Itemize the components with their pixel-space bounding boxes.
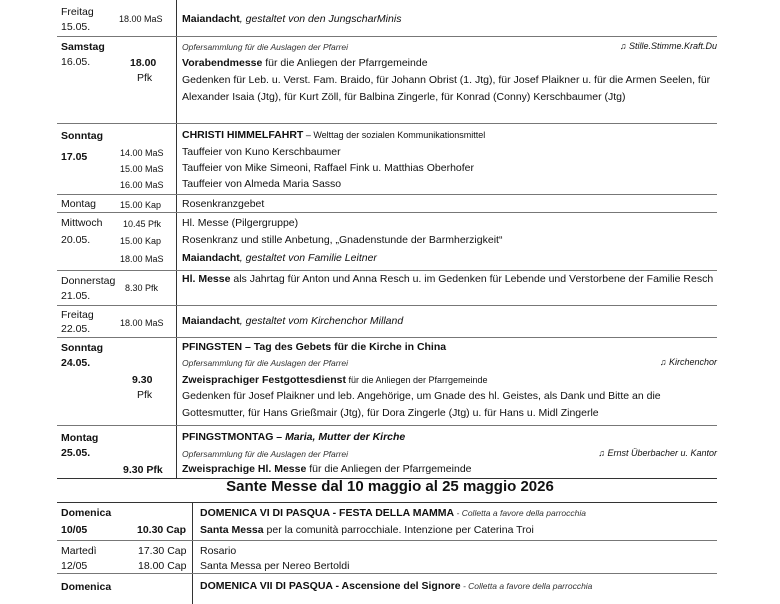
time-label: 18.00 MaS — [120, 318, 164, 328]
time-label: 10.45 Pfk — [123, 219, 162, 229]
italian-section-heading: Sante Messe dal 10 maggio al 25 maggio 2026 — [226, 478, 554, 495]
event-line: Hl. Messe (Pilgergruppe) — [182, 217, 299, 229]
event-title: Zweisprachige Hl. Messe für die Anliegen der Pfarrgemeinde — [182, 463, 472, 475]
time-label: 15.00 Kap — [120, 236, 162, 246]
schedule-row-fri-2205 — [57, 306, 717, 338]
time-label: 18.00 MaS — [119, 14, 163, 24]
time-label: 15.00 Kap — [120, 200, 162, 210]
time-label: 18.00 — [130, 57, 157, 69]
day-label: Donnerstag — [61, 275, 116, 287]
event-text: Santa Messa per la comunità parrocchiale. Intenzione per Caterina Troi — [200, 524, 534, 536]
place-label: Pfk — [137, 72, 153, 84]
offering-note: Opfersammlung für die Auslagen der Pfarrei — [182, 358, 348, 368]
event-title: PFINGSTMONTAG – Maria, Mutter der Kirche — [182, 431, 406, 443]
music-note: ♫ Kirchenchor — [659, 357, 717, 367]
memorial-text: Gedenken für Leb. u. Verst. Fam. Braido, für Johann Obrist (1. Jtg), für Josef Plaikner u. für die Armen Seelen, für Alexander Isaia (Jtg), für Kurt Zöll, für Balbina Zingerle, für Konrad (Conny) Kerschbaumer (Jtg) — [182, 74, 711, 103]
memorial-text: Gedenken für Josef Plaikner und leb. Angehörige, um Gnade des hl. Geistes, als Dank und Bitte an die Gottesmutter, für Hans Grießmair (Jtg), für Dora Zingerle (Jtg) u. für Hans u. Midl Zingerle — [182, 390, 661, 419]
time-label: 8.30 Pfk — [125, 283, 159, 293]
day-label: Domenica — [61, 581, 112, 593]
date-label: 15.05. — [61, 21, 91, 33]
time-label: 9.30 — [132, 374, 153, 386]
date-label: 22.05. — [61, 323, 91, 335]
date-label: 16.05. — [61, 56, 91, 68]
event-line: Rosario — [200, 545, 237, 557]
day-label: Domenica — [61, 507, 112, 519]
schedule-row-mar-1205 — [57, 541, 717, 574]
day-label: Montag — [61, 432, 99, 444]
date-label: 24.05. — [61, 357, 91, 369]
day-label: Freitag — [61, 6, 94, 18]
schedule-row-thu-2105 — [57, 271, 717, 306]
event-text: Maiandacht, gestaltet von den JungscharMinis — [182, 13, 402, 25]
date-label: 21.05. — [61, 290, 91, 302]
music-note: ♫ Ernst Überbacher u. Kantor — [598, 448, 717, 458]
time-label: 9.30 Pfk — [123, 464, 163, 476]
day-label: Sonntag — [61, 342, 103, 354]
date-label: 20.05. — [61, 234, 91, 246]
time-label: 10.30 Cap — [137, 524, 187, 536]
time-label: 14.00 MaS — [120, 148, 164, 158]
offering-note: Opfersammlung für die Auslagen der Pfarrei — [182, 449, 348, 459]
event-title: CHRISTI HIMMELFAHRT – Welttag der sozialen Kommunikationsmittel — [182, 129, 486, 141]
event-title: DOMENICA VI DI PASQUA - FESTA DELLA MAMMA - Colletta a favore della parrocchia — [200, 507, 586, 519]
event-title: DOMENICA VII DI PASQUA - Ascensione del Signore - Colletta a favore della parrocchia — [200, 580, 593, 592]
time-label: 18.00 MaS — [120, 254, 164, 264]
date-label: 25.05. — [61, 447, 91, 459]
event-line: Tauffeier von Almeda Maria Sasso — [182, 178, 342, 190]
event-line: Tauffeier von Mike Simeoni, Raffael Fink u. Matthias Oberhofer — [182, 162, 475, 174]
place-label: Pfk — [137, 389, 153, 401]
schedule-row-sun-1705 — [57, 124, 717, 195]
day-label: Freitag — [61, 309, 94, 321]
italian-schedule — [57, 502, 717, 604]
event-text: Maiandacht, gestaltet von Familie Leitner — [182, 252, 377, 264]
music-note: ♫ Stille.Stimme.Kraft.Du — [619, 41, 717, 51]
event-text: Maiandacht, gestaltet vom Kirchenchor Milland — [182, 315, 404, 327]
schedule-row-sun-2405 — [57, 338, 717, 426]
event-line: Rosenkranz und stille Anbetung, „Gnadenstunde der Barmherzigkeit“ — [182, 234, 503, 246]
day-label: Mittwoch — [61, 217, 103, 229]
event-title: Zweisprachiger Festgottesdienst für die Anliegen der Pfarrgemeinde — [182, 374, 488, 386]
date-label: 10/05 — [61, 524, 88, 536]
day-label: Montag — [61, 198, 97, 210]
day-label: Sonntag — [61, 130, 103, 142]
schedule-row-dom-1005 — [57, 503, 717, 541]
schedule-row-fri-1505 — [57, 0, 717, 37]
schedule-row-sat-1605 — [57, 37, 717, 124]
time-label: 16.00 MaS — [120, 180, 164, 190]
event-text: Rosenkranzgebet — [182, 198, 265, 210]
schedule-row-mon — [57, 195, 717, 213]
time-label: 17.30 Cap — [138, 545, 187, 557]
day-label: Samstag — [61, 41, 105, 53]
event-line: Tauffeier von Kuno Kerschbaumer — [182, 146, 341, 158]
schedule-row-mon-2505 — [57, 426, 717, 479]
offering-note: Opfersammlung für die Auslagen der Pfarrei — [182, 42, 348, 52]
time-label: 18.00 Cap — [138, 560, 187, 572]
schedule-row-dom-1705 — [57, 574, 717, 604]
date-label: 12/05 — [61, 560, 88, 572]
event-text: Hl. Messe als Jahrtag für Anton und Anna Resch u. im Gedenken für Lebende und Verstorbene der Familie Resch — [182, 273, 714, 285]
event-line: Santa Messa per Nereo Bertoldi — [200, 560, 350, 572]
event-title: PFINGSTEN – Tag des Gebets für die Kirche in China — [182, 341, 447, 353]
date-label: 17.05 — [61, 151, 88, 163]
schedule-row-wed-2005 — [57, 213, 717, 271]
time-label: 15.00 MaS — [120, 164, 164, 174]
day-label: Martedì — [61, 545, 97, 557]
event-title: Vorabendmesse für die Anliegen der Pfarrgemeinde — [182, 57, 428, 69]
